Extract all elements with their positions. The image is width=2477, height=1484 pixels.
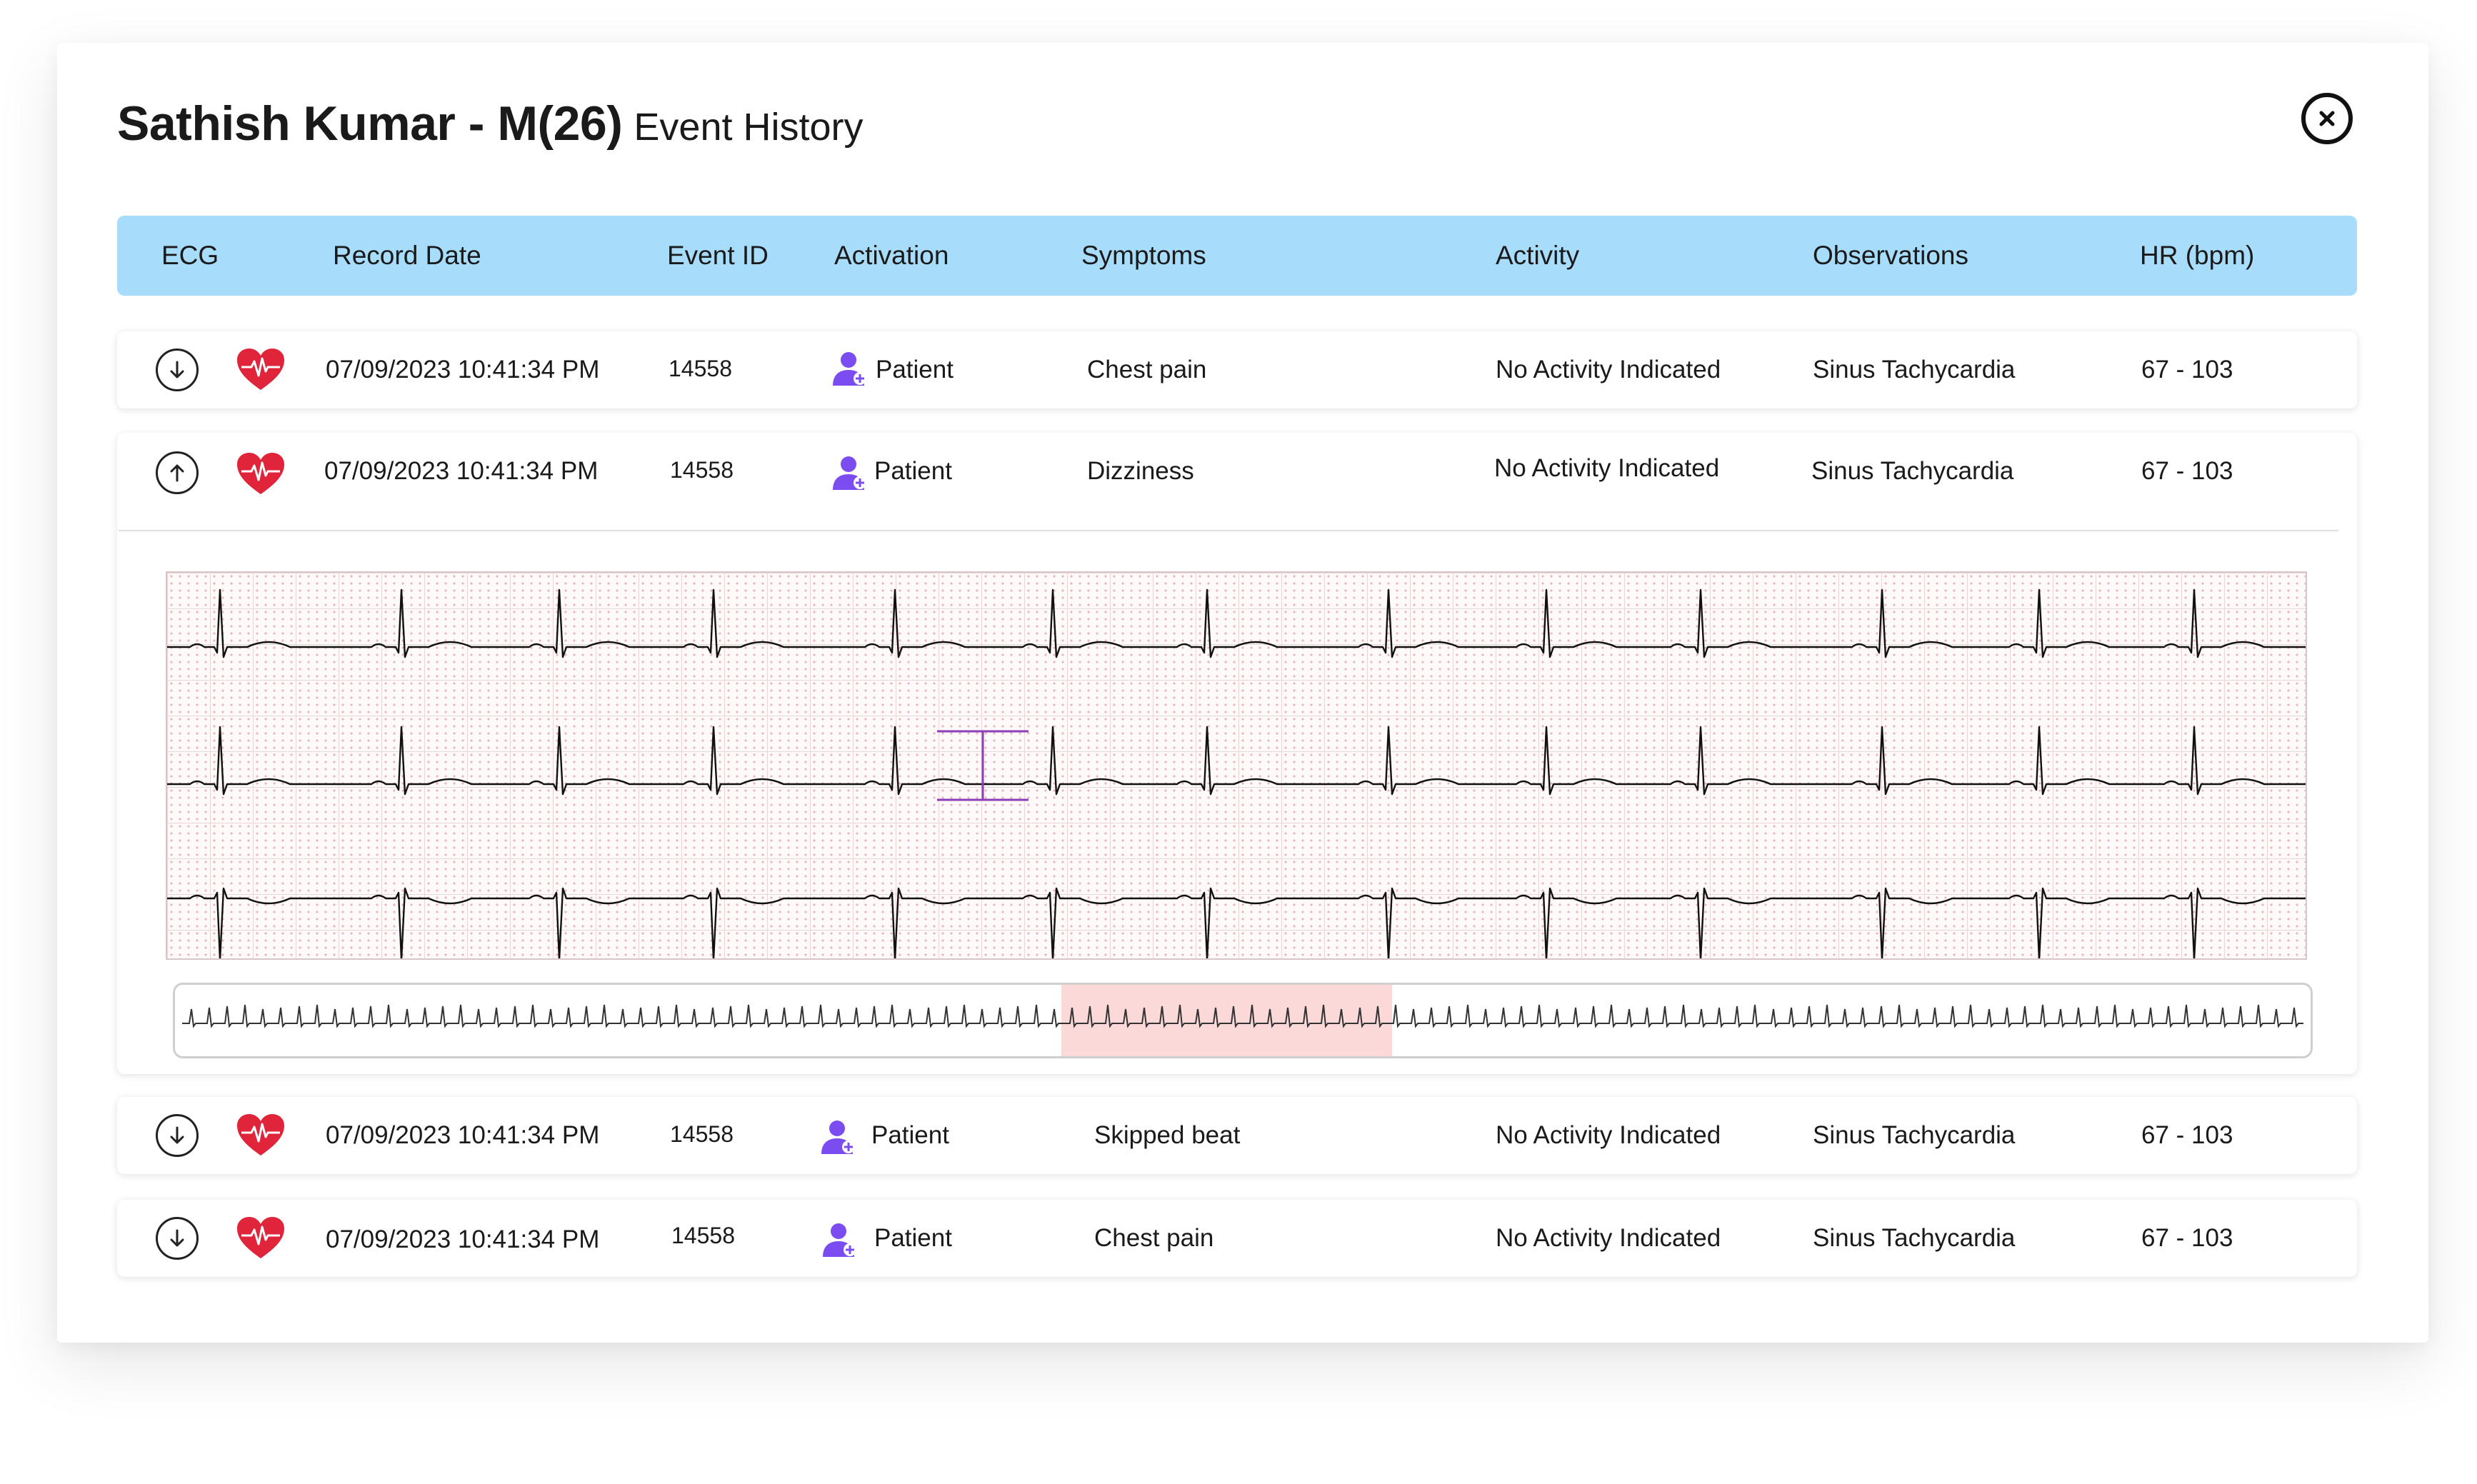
arrow-down-circle-icon (166, 359, 188, 381)
ecg-overview-path (182, 1005, 2303, 1026)
column-activation: Activation (834, 241, 949, 270)
table-header (117, 216, 2357, 296)
expand-row-button[interactable] (156, 349, 199, 391)
record-date: 07/09/2023 10:41:34 PM (326, 1225, 600, 1253)
hr-value: 67 - 103 (2141, 457, 2233, 485)
symptoms-value: Dizziness (1087, 457, 1194, 485)
symptoms-value: Skipped beat (1094, 1121, 1241, 1149)
record-date: 07/09/2023 10:41:34 PM (326, 1121, 600, 1149)
heart-pulse-icon (236, 1215, 286, 1260)
page-subtitle: Event History (634, 106, 864, 149)
table-row[interactable] (117, 331, 2357, 408)
user-add-icon (820, 1118, 857, 1155)
event-id: 14558 (670, 457, 734, 483)
activation-value: Patient (871, 1121, 949, 1149)
row-divider (119, 530, 2338, 531)
close-button[interactable] (2301, 93, 2353, 144)
hr-value: 67 - 103 (2141, 1121, 2233, 1149)
heart-pulse-icon (236, 347, 286, 391)
event-id: 14558 (671, 1223, 735, 1248)
observations-value: Sinus Tachycardia (1811, 457, 2014, 485)
observations-value: Sinus Tachycardia (1813, 1224, 2016, 1252)
expand-row-button[interactable] (156, 1114, 199, 1157)
observations-value: Sinus Tachycardia (1813, 356, 2016, 383)
activity-value: No Activity Indicated (1496, 1121, 1721, 1149)
ecg-lead-trace (167, 590, 2306, 657)
column-activity: Activity (1496, 241, 1580, 270)
ecg-overview-trace (175, 985, 2311, 1056)
activity-value: No Activity Indicated (1496, 356, 1721, 383)
expand-row-button[interactable] (156, 1217, 199, 1260)
ecg-caliper[interactable] (937, 731, 1029, 800)
heart-pulse-icon (236, 1113, 286, 1157)
activation-value: Patient (876, 356, 954, 383)
activity-value: No Activity Indicated (1494, 454, 1720, 482)
activation-value: Patient (874, 1224, 952, 1252)
ecg-lead-trace (167, 888, 2306, 958)
page-title (117, 96, 864, 160)
record-date: 07/09/2023 10:41:34 PM (326, 356, 600, 383)
user-add-icon (821, 1221, 859, 1258)
ecg-lead-trace (167, 727, 2306, 794)
column-ecg: ECG (161, 241, 219, 270)
close-circle-icon (2315, 106, 2339, 131)
collapse-row-button[interactable] (156, 451, 199, 494)
heart-pulse-icon (236, 451, 286, 496)
activation-value: Patient (874, 457, 952, 485)
user-add-icon (831, 454, 869, 491)
column-event-id: Event ID (667, 241, 769, 270)
patient-name: Sathish Kumar - M(26) (117, 96, 623, 151)
symptoms-value: Chest pain (1094, 1224, 1214, 1252)
arrow-down-circle-icon (166, 1125, 188, 1146)
column-symptoms: Symptoms (1081, 241, 1206, 270)
column-observations: Observations (1813, 241, 1968, 270)
column-record-date: Record Date (333, 241, 481, 270)
ecg-chart[interactable] (166, 571, 2307, 960)
table-row[interactable] (117, 1200, 2357, 1277)
hr-value: 67 - 103 (2141, 356, 2233, 383)
activity-value: No Activity Indicated (1496, 1224, 1721, 1252)
ecg-overview-scrubber[interactable] (173, 983, 2313, 1058)
table-row[interactable] (117, 1097, 2357, 1174)
record-date: 07/09/2023 10:41:34 PM (324, 457, 599, 485)
symptoms-value: Chest pain (1087, 356, 1207, 383)
hr-value: 67 - 103 (2141, 1224, 2233, 1252)
event-id: 14558 (670, 1121, 734, 1147)
table-row-expanded[interactable] (117, 433, 2357, 1074)
observations-value: Sinus Tachycardia (1813, 1121, 2016, 1149)
ecg-traces (167, 573, 2306, 958)
column-hr: HR (bpm) (2140, 241, 2255, 270)
arrow-down-circle-icon (166, 1228, 188, 1249)
arrow-up-circle-icon (166, 462, 188, 483)
user-add-icon (831, 350, 869, 387)
event-id: 14558 (669, 356, 732, 381)
